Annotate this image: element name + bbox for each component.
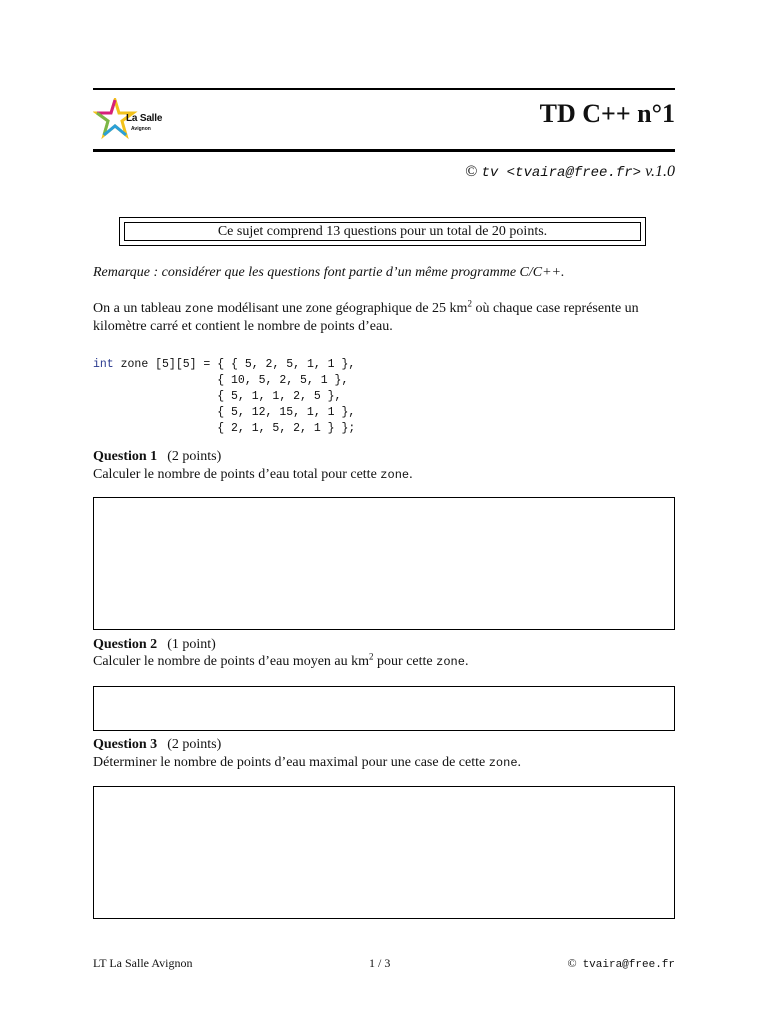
- code-keyword: int: [93, 358, 114, 371]
- question-text-part: .: [464, 654, 469, 669]
- question-2-heading: [93, 637, 216, 653]
- question-1-text: [93, 467, 413, 483]
- logo-subtext: Avignon: [131, 126, 151, 132]
- question-text-part: Calculer le nombre de points d’eau total pour cette: [93, 467, 381, 482]
- answer-box-question-1[interactable]: [93, 497, 675, 630]
- question-1-heading: [93, 449, 221, 465]
- code-line: zone [5][5] = { { 5, 2, 5, 1, 1 },: [113, 358, 356, 371]
- question-2-text: [93, 651, 469, 670]
- version-label: v.1.0: [645, 163, 675, 180]
- footer-email: tvaira@free.fr: [582, 959, 675, 971]
- footer-contact: [567, 956, 675, 971]
- footer-copyright-symbol: ©: [567, 956, 577, 970]
- remark-text: Remarque : considérer que les questions font partie d’un même programme C/C++.: [93, 265, 565, 280]
- question-text-part: .: [409, 467, 413, 482]
- question-code-var: zone: [436, 655, 465, 669]
- question-3-heading: [93, 737, 221, 753]
- answer-box-question-3[interactable]: [93, 786, 675, 919]
- question-points: (2 points): [167, 449, 222, 464]
- summary-box: [119, 217, 646, 246]
- author-byline: [465, 163, 675, 181]
- question-text-part: .: [517, 755, 522, 770]
- question-points: (1 point): [167, 637, 216, 652]
- intro-code-var: zone: [184, 302, 214, 316]
- intro-superscript: 2: [467, 298, 472, 309]
- document-title: TD C++ n°1: [539, 99, 675, 128]
- question-superscript: 2: [369, 651, 374, 662]
- question-code-var: zone: [380, 468, 410, 482]
- intro-text-part: où chaque case représente un kilomètre carré et contient le nombre de points d’eau.: [93, 301, 639, 334]
- question-3-text: [93, 755, 521, 771]
- code-line: { 5, 1, 1, 2, 5 },: [93, 390, 342, 403]
- intro-paragraph: [93, 300, 675, 335]
- question-text-part: pour cette: [373, 654, 437, 669]
- header-top-rule: [93, 88, 675, 90]
- logo-text: La Salle: [126, 113, 163, 124]
- answer-box-question-2[interactable]: [93, 686, 675, 731]
- intro-text-part: modélisant une zone géographique de 25 km: [213, 301, 468, 316]
- header-bottom-rule: [93, 149, 675, 152]
- question-label: Question 2: [93, 637, 158, 652]
- question-text-part: Déterminer le nombre de points d’eau maximal pour une case de cette: [93, 755, 489, 770]
- code-block: [93, 357, 355, 437]
- code-line: { 10, 5, 2, 5, 1 },: [93, 374, 349, 387]
- author-email: tv <tvaira@free.fr>: [481, 165, 642, 181]
- footer-page-number: 1 / 3: [369, 956, 391, 970]
- code-line: { 5, 12, 15, 1, 1 },: [93, 406, 356, 419]
- summary-text: Ce sujet comprend 13 questions pour un total de 20 points.: [124, 222, 641, 241]
- copyright-symbol: ©: [465, 163, 478, 180]
- question-label: Question 3: [93, 737, 158, 752]
- footer-school: LT La Salle Avignon: [93, 956, 193, 970]
- code-line: { 2, 1, 5, 2, 1 } };: [93, 422, 356, 435]
- question-points: (2 points): [167, 737, 222, 752]
- intro-text-part: On a un tableau: [93, 301, 185, 316]
- question-text-part: Calculer le nombre de points d’eau moyen au km: [93, 654, 370, 669]
- question-code-var: zone: [488, 756, 518, 770]
- question-label: Question 1: [93, 449, 158, 464]
